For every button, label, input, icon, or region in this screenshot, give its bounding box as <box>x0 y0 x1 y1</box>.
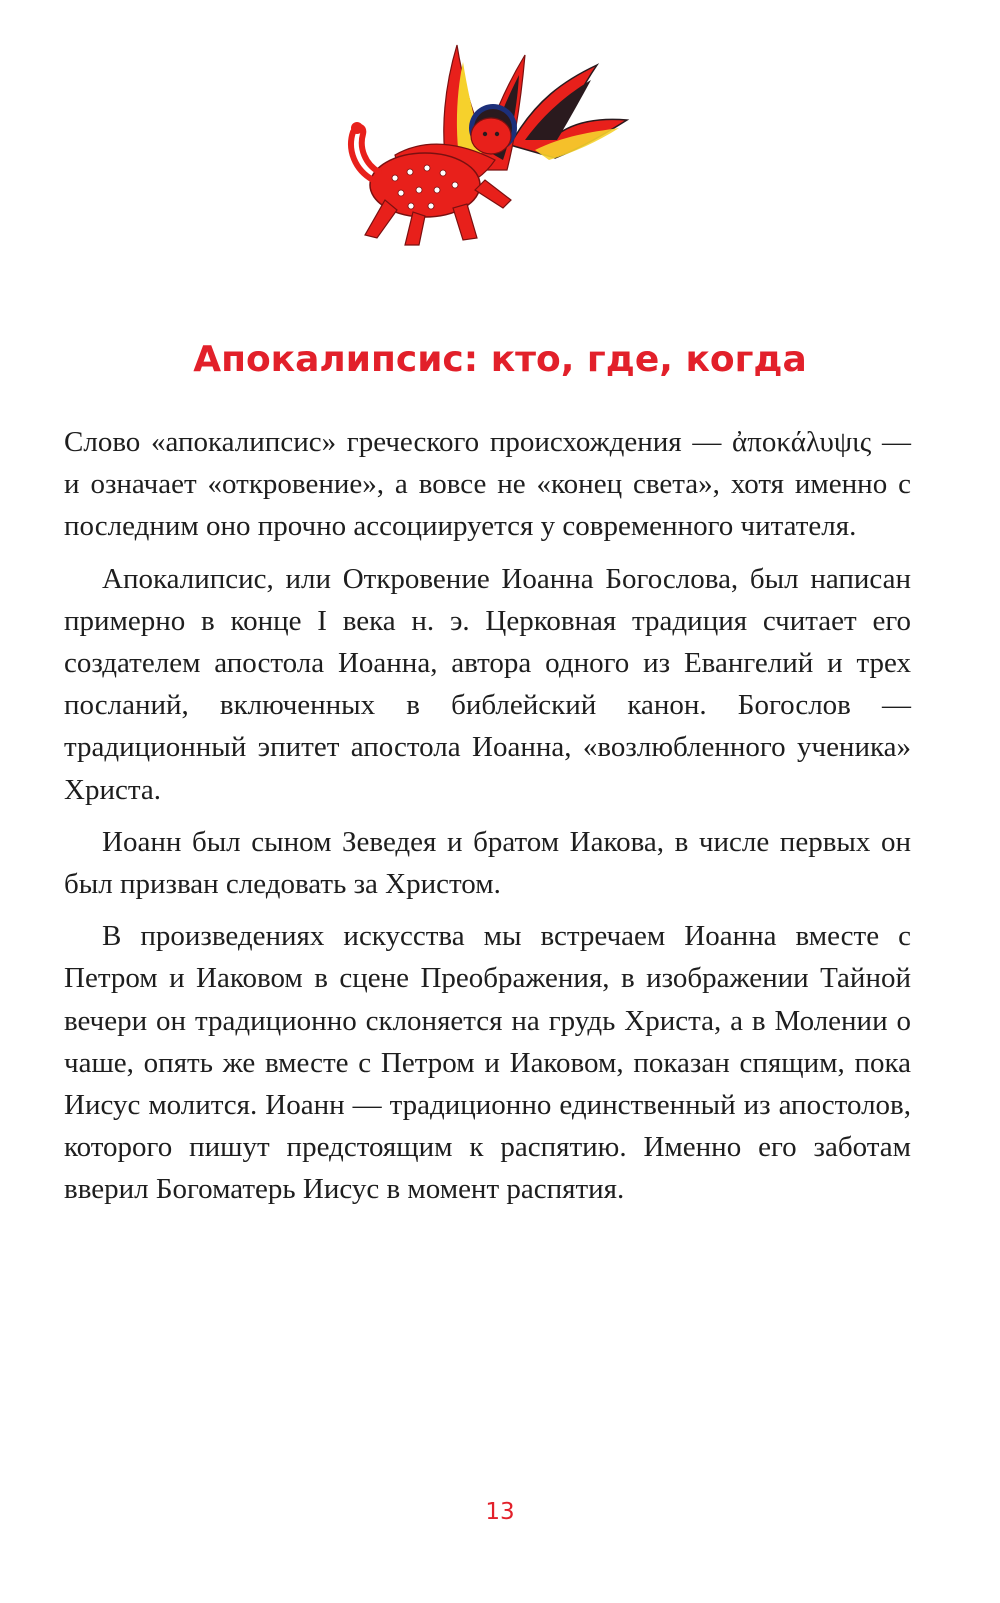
paragraph: Иоанн был сыном Зеведея и братом Иакова, в числе первых он был призван следовать за Христом. <box>64 825 911 901</box>
winged-lion-drawing <box>335 40 635 255</box>
paragraph: В произведениях искусства мы встречаем Иоанна вместе с Петром и Иаковом в сцене Преображения, в изображении Тайной вечери он традиционно склоняется на грудь Христа, а в Молении о чаше, опять же вместе с Петром и Иаковом, показан спящим, пока Иисус молится. Иоанн — традиционно единственный из апостолов, которого пишут предстоящим к распятию. Именно его заботам вверил Богоматерь Иисус в момент распятия. <box>64 920 911 1206</box>
chapter-title: Апокалипсис: кто, где, когда <box>193 339 807 380</box>
page-number: 13 <box>485 1499 515 1525</box>
winged-lion-icon <box>335 40 635 255</box>
paragraph: Слово «апокалипсис» греческого происхождения — ἀποκάλυψις — и означает «откровение», а вовсе не «конец света», хотя именно с последним оно прочно ассоциируется у современного читателя. <box>64 426 911 543</box>
chapter-body <box>64 421 911 1221</box>
paragraph: Апокалипсис, или Откровение Иоанна Богослова, был написан примерно в конце I века н. э. Церковная традиция считает его создателем апостола Иоанна, автора одного из Евангелий и трех посланий, включенных в библейский канон. Богослов — традиционный эпитет апостола Иоанна, «возлюбленного ученика» Христа. <box>64 562 911 806</box>
